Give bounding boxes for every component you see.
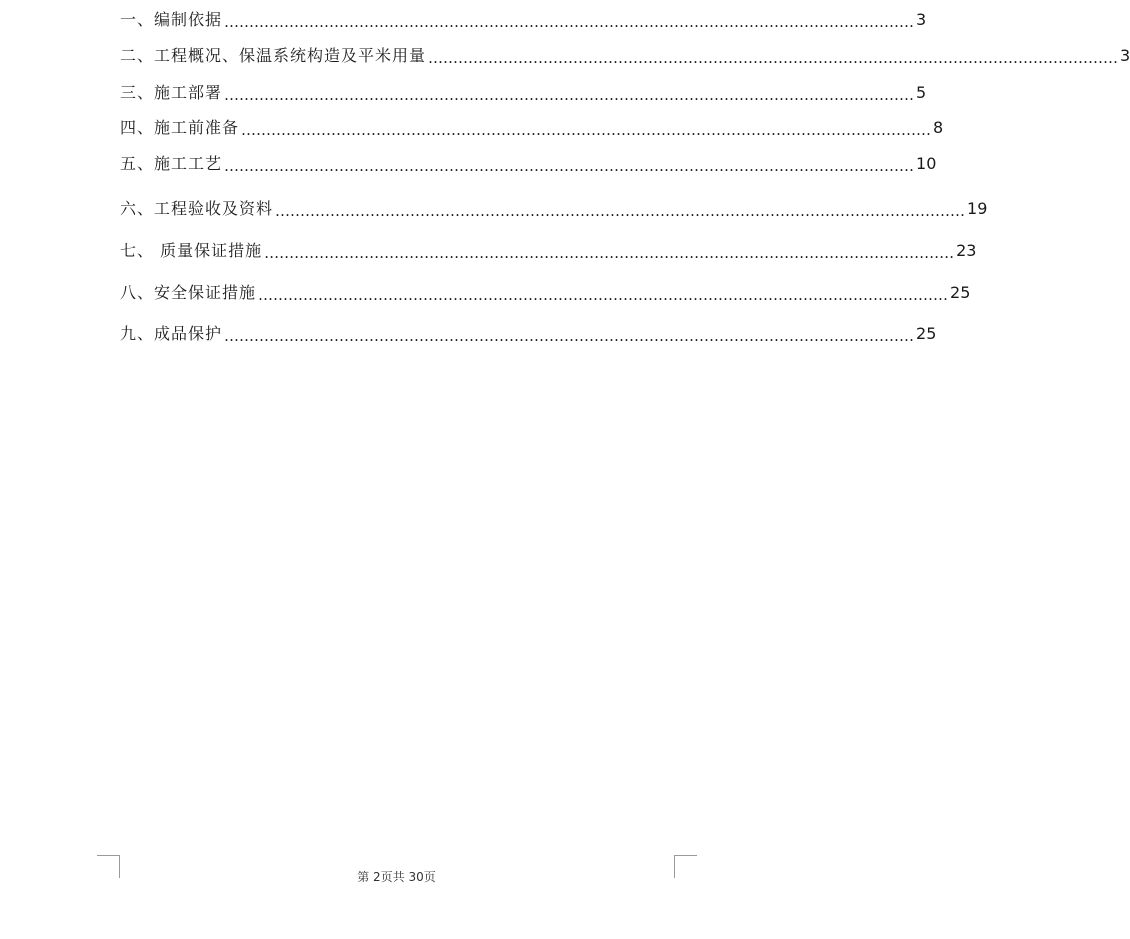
toc-entry-1[interactable] bbox=[120, 7, 927, 33]
toc-dot-leader: ………………………………………………………………………………………………………………………… bbox=[241, 121, 932, 139]
toc-entry-label: 七、 质量保证措施 bbox=[120, 241, 263, 260]
toc-entry-label: 二、工程概况、保温系统构造及平米用量 bbox=[120, 46, 427, 65]
toc-entry-page-number: 5 bbox=[916, 83, 927, 102]
toc-entry-label: 一、编制依据 bbox=[120, 10, 223, 29]
toc-dot-leader: ………………………………………………………………………………………………………………………… bbox=[275, 202, 966, 220]
toc-entry-page-number: 25 bbox=[916, 324, 937, 343]
toc-dot-leader: ………………………………………………………………………………………………………………………… bbox=[224, 13, 915, 31]
toc-dot-leader: ………………………………………………………………………………………………………………………… bbox=[264, 244, 955, 262]
toc-entry-page-number: 25 bbox=[950, 283, 971, 302]
toc-entry-page-number: 3 bbox=[916, 10, 927, 29]
toc-entry-label: 八、安全保证措施 bbox=[120, 283, 257, 302]
toc-entry-label: 三、施工部署 bbox=[120, 83, 223, 102]
toc-entry-5[interactable] bbox=[120, 151, 937, 177]
toc-entry-page-number: 3 bbox=[1120, 46, 1130, 65]
toc-entry-page-number: 8 bbox=[933, 118, 944, 137]
toc-entry-4[interactable] bbox=[120, 115, 944, 141]
toc-entry-label: 六、工程验收及资料 bbox=[120, 199, 274, 218]
toc-entry-8[interactable] bbox=[120, 280, 971, 306]
toc-entry-page-number: 19 bbox=[967, 199, 988, 218]
toc-dot-leader: ………………………………………………………………………………………………………………………… bbox=[224, 327, 915, 345]
toc-entry-3[interactable] bbox=[120, 80, 927, 106]
toc-entry-page-number: 23 bbox=[956, 241, 977, 260]
toc-entry-7[interactable] bbox=[120, 238, 977, 264]
toc-entry-label: 九、成品保护 bbox=[120, 324, 223, 343]
toc-dot-leader: ………………………………………………………………………………………………………………………… bbox=[258, 286, 949, 304]
toc-dot-leader: ………………………………………………………………………………………………………………………… bbox=[428, 49, 1119, 67]
page-footer bbox=[0, 868, 793, 885]
toc-entry-9[interactable] bbox=[120, 321, 937, 347]
toc-entry-6[interactable] bbox=[120, 196, 988, 222]
toc-dot-leader: ………………………………………………………………………………………………………………………… bbox=[224, 86, 915, 104]
toc-entry-2[interactable] bbox=[120, 43, 1130, 69]
toc-entry-page-number: 10 bbox=[916, 154, 937, 173]
toc-entry-label: 五、施工工艺 bbox=[120, 154, 223, 173]
page-number-indicator: 第 2页共 30页 bbox=[357, 870, 436, 884]
toc-entry-label: 四、施工前准备 bbox=[120, 118, 240, 137]
toc-dot-leader: ………………………………………………………………………………………………………………………… bbox=[224, 157, 915, 175]
